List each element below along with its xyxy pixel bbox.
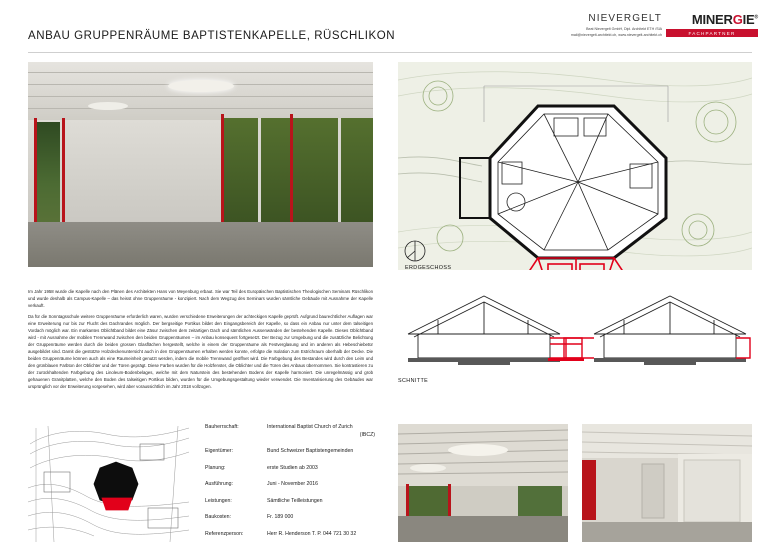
ceiling-light xyxy=(168,80,234,92)
description-paragraph-1: Im Jahr 1958 wurde die Kapelle nach den Plänen des Architekten Hans von Meyenburg erbaut. Sie war Teil des Europäischen Baptistischen Theologischen Seminars Rüschlikon und wurde deshalb als Campus-Kapelle – das heisst ohne Gruppenräume - konzipiert. Nach dem Wegzug des Seminars wurden sämtliche Gebäude mit Ausnahme der Kapelle verkauft. xyxy=(28,289,373,309)
header-divider xyxy=(28,52,752,53)
minergie-logo xyxy=(666,12,758,37)
fact-label: Planung: xyxy=(205,464,226,471)
fact-label: Referenzperson: xyxy=(205,530,244,537)
fact-row xyxy=(205,424,375,439)
fact-row xyxy=(205,481,375,489)
minergie-tagline: FACHPARTNER xyxy=(666,29,758,37)
description-paragraph-2: Da für die Sonntagsschule weitere Gruppenräume erforderlich waren, wurden verschiedene Erweiterungen der achteckigen Kapelle geprüft. Aufgrund baurechtlicher Auflagen war eine Erweiterung nur bis zur Flucht des Dachrandes möglich. Der bergseitige Portikus bildet den Eingangsbereich der Kapelle, so dass ein Anbau nur unter dem talseitigen Vordach möglich war. Ein markantes Oblichtband bildet eine Zäsur zwischen dem zeitartigen Dach und sämtlichen Aussenwänden der bestehenden Kapelle. Dieses Oblichtband wird - mit Ausnahme der mobilen Trennwand zwischen den beiden Gruppenräumen – im Anbau konsequent fortgesetzt. Der Bezug zur Umgebung und die zusätzliche Belichtung der Gruppenräume werden durch die beiden grossen Glasflächen hergestellt, welche in einem der Gruppenräume als Festverglasung und im anderen als Hebeschiebetür ausgebildet sind. Damit die gestützte Holzdeckenuntersicht auch in den Gruppenräumen erhalten werden konnte, erfolgte die Isolation zum Estrichraum oberhalb der Decke. Die beiden Gruppenräume können auch als eine Raumeinheit genutzt werden, indem die mobile Trennwand geöffnet wird. Die Farbgebung des Bestandes wird durch den Leim und den grünblauen Farbton der Oblichter und der Türen geprägt. Diese Farben wurden für die Holzfenster, die Oblichter und die Türen des Anbaus übernommen. Sie kontrastieren zu der zurückhaltenden Farbgebung des Linoleum-Bodenbelages, welche mit dem Naturstein des bestehenden Bodens der Kapelle harmoniert. Die unregelmässig und grob gehauenen Granitplatten, welche den Boden des talseitigen Portikus bilden, wurden für die Umgebungsgestaltung wieder verwendet. Die Inventarisierung des Gebäudes war ursprünglich vor der Erweiterung vorgesehen, wird aber voraussichtlich im Jahr 2018 vollzogen. xyxy=(28,314,373,390)
office-info xyxy=(571,13,662,38)
fact-value-sub: (IBCZ) xyxy=(359,431,375,438)
fact-label: Bauherrschaft: xyxy=(205,424,239,430)
floor-plan-svg xyxy=(398,62,752,270)
red-frame xyxy=(62,118,65,230)
building-sections xyxy=(398,288,752,388)
photo-b-svg xyxy=(398,424,568,542)
fact-value: Juni - November 2016 xyxy=(267,481,319,488)
ceiling-line xyxy=(28,108,373,109)
minergie-part2: IE xyxy=(742,12,755,27)
site-plan-drawing xyxy=(28,424,191,542)
fact-label: Leistungen: xyxy=(205,497,232,504)
photo-window-glazing xyxy=(224,118,373,230)
office-contact-line-2: mail@nievergelt-architekt.ch, www.nievergelt-architekt.ch xyxy=(570,32,662,37)
project-facts-table xyxy=(205,424,375,547)
fact-value: Bund Schweizer Baptistengemeinden xyxy=(267,448,354,455)
interior-photo-main xyxy=(28,62,373,267)
fact-row xyxy=(205,514,375,522)
interior-photo-ceiling xyxy=(398,424,568,542)
minergie-part1: MINER xyxy=(691,12,733,27)
photo-c-svg xyxy=(582,424,752,542)
fact-row xyxy=(205,531,375,539)
fact-value-text: International Baptist Church of Zurich xyxy=(267,424,353,430)
fact-row xyxy=(205,465,375,473)
north-arrow-svg xyxy=(404,240,426,262)
window-mullion xyxy=(258,118,261,230)
office-name: NIEVERGELT xyxy=(588,13,662,24)
ceiling-line xyxy=(28,72,373,73)
minergie-wordmark xyxy=(666,12,758,27)
minergie-superscript: ® xyxy=(754,14,758,21)
office-contact-line-1: Beat Nievergelt GmbH, Dipl. Architekt ETH /SIA xyxy=(586,27,662,31)
site-plan-svg xyxy=(28,424,191,542)
red-frame xyxy=(34,118,37,230)
ground-floor-plan xyxy=(398,62,752,270)
ceiling-line xyxy=(28,96,373,97)
fact-value xyxy=(267,424,375,439)
building-footprint xyxy=(94,462,138,510)
photo-window-left xyxy=(36,122,60,226)
page-title: ANBAU GRUPPENRÄUME BAPTISTENKAPELLE, RÜSCHLIKON xyxy=(28,30,396,42)
fact-value: Fr. 189 000 xyxy=(267,514,294,521)
ceiling-light xyxy=(88,102,128,110)
fact-value: Herr R. Henderson T. P. 044 721 30 32 xyxy=(267,530,357,537)
fact-row xyxy=(205,448,375,456)
minergie-g: G xyxy=(732,12,743,27)
fact-value: erste Studien ab 2003 xyxy=(267,464,318,471)
fact-row xyxy=(205,498,375,506)
fact-label: Ausführung: xyxy=(205,481,233,488)
fact-label: Eigentümer: xyxy=(205,448,233,455)
north-arrow-icon xyxy=(404,240,426,262)
fact-label: Baukosten: xyxy=(205,514,231,521)
red-frame xyxy=(221,114,224,234)
window-mullion xyxy=(338,118,341,230)
fact-value: Sämtliche Teilleistungen xyxy=(267,497,323,504)
floor-plan-label: ERDGESCHOSS xyxy=(405,265,452,271)
sections-label: SCHNITTE xyxy=(398,378,429,384)
description-text xyxy=(28,288,373,394)
photo-floor xyxy=(28,222,373,267)
office-contact xyxy=(571,27,662,38)
red-frame xyxy=(290,114,293,234)
page-header xyxy=(0,0,780,54)
sections-svg xyxy=(398,288,752,388)
interior-photo-corridor xyxy=(582,424,752,542)
